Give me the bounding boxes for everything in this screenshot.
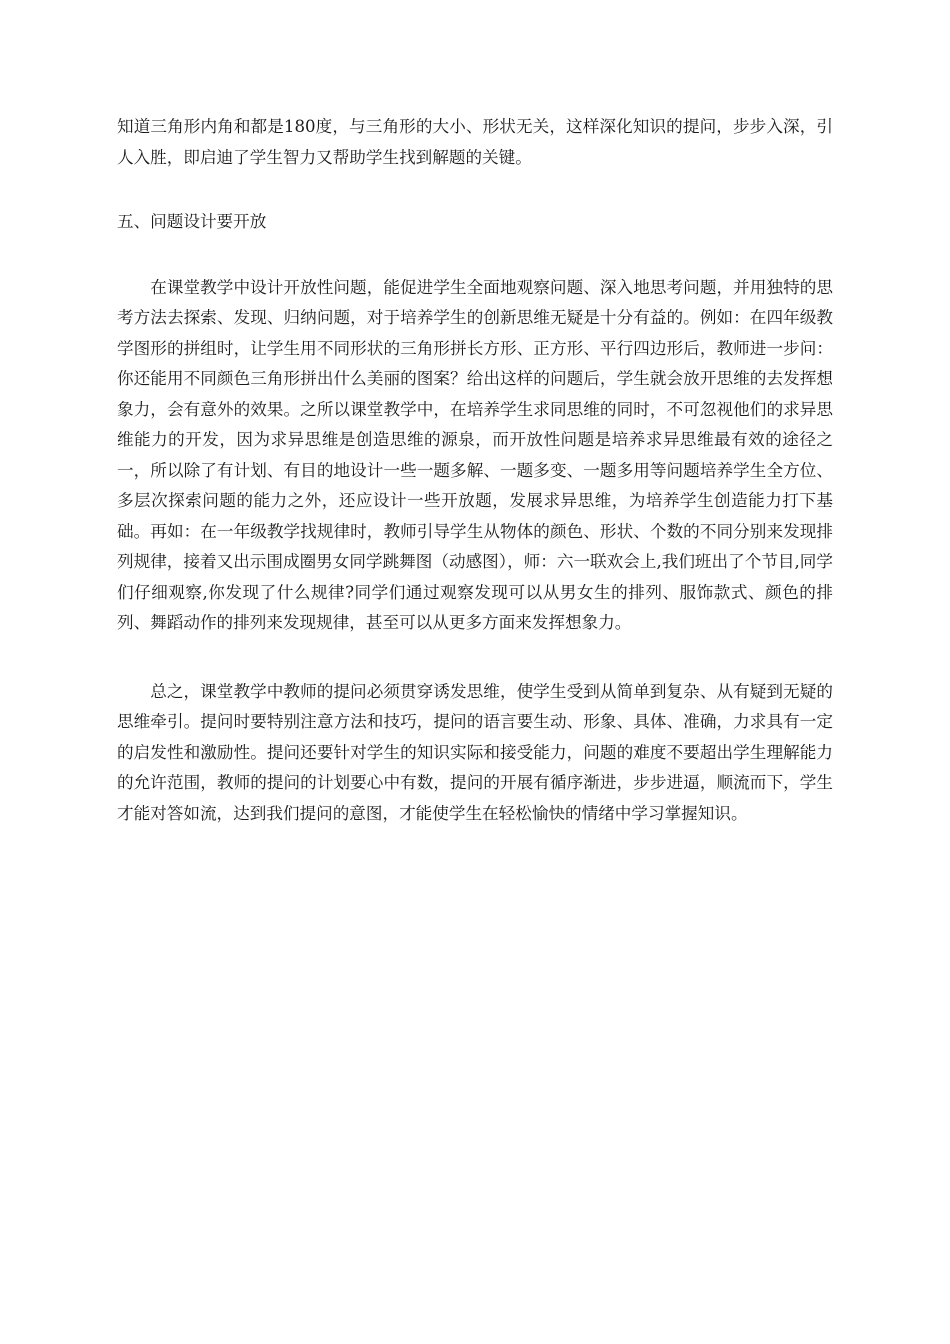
paragraph-intro-continuation: 知道三角形内角和都是180度，与三角形的大小、形状无关，这样深化知识的提问，步步入深，引人入胜，即启迪了学生智力又帮助学生找到解题的关键。 [117, 117, 833, 167]
paragraph-conclusion: 总之，课堂教学中教师的提问必须贯穿诱发思维，使学生受到从简单到复杂、从有疑到无疑的思维牵引。提问时要特别注意方法和技巧，提问的语言要生动、形象、具体、准确，力求具有一定的启发性和激励性。提问还要针对学生的知识实际和接受能力，问题的难度不要超出学生理解能力的允许范围，教师的提问的计划要心中有数，提问的开展有循序渐进，步步进逼，顺流而下，学生才能对答如流，达到我们提问的意图，才能使学生在轻松愉快的情绪中学习掌握知识。 [117, 681, 833, 823]
paragraph-open-questions: 在课堂教学中设计开放性问题，能促进学生全面地观察问题、深入地思考问题，并用独特的思考方法去探索、发现、归纳问题，对于培养学生的创新思维无疑是十分有益的。例如：在四年级教学图形的拼组时，让学生用不同形状的三角形拼长方形、正方形、平行四边形后，教师进一步问：你还能用不同颜色三角形拼出什么美丽的图案？给出这样的问题后，学生就会放开思维的去发挥想象力，会有意外的效果。之所以课堂教学中，在培养学生求同思维的同时，不可忽视他们的求异思维能力的开发，因为求异思维是创造思维的源泉，而开放性问题是培养求异思维最有效的途径之一，所以除了有计划、有目的地设计一些一题多解、一题多变、一题多用等问题培养学生全方位、多层次探索问题的能力之外，还应设计一些开放题，发展求异思维，为培养学生创造能力打下基础。再如：在一年级教学找规律时，教师引导学生从物体的颜色、形状、个数的不同分别来发现排列规律，接着又出示围成圈男女同学跳舞图（动感图），师：六一联欢会上,我们班出了个节目,同学们仔细观察,你发现了什么规律?同学们通过观察发现可以从男女生的排列、服饰款式、颜色的排列、舞蹈动作的排列来发现规律，甚至可以从更多方面来发挥想象力。 [117, 277, 833, 632]
paragraph-spacer [117, 238, 833, 273]
paragraph-spacer [117, 173, 833, 207]
section-heading-five: 五、问题设计要开放 [117, 212, 267, 231]
document-body [117, 112, 833, 829]
paragraph-spacer [117, 639, 833, 677]
